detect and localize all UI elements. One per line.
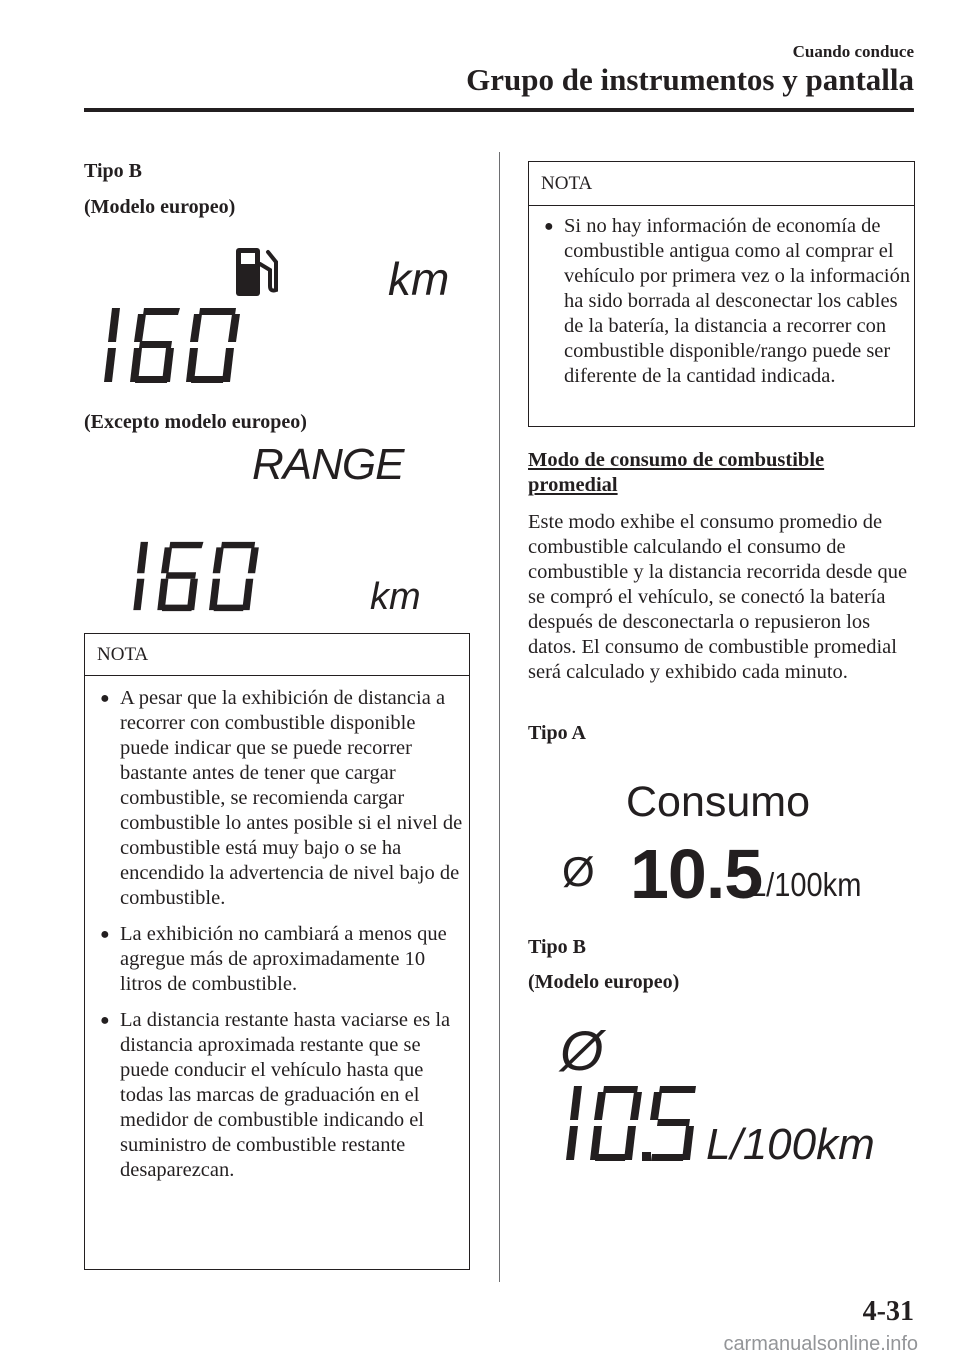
section-paragraph: Este modo exhibe el consumo promedio de combustible calculando el consumo de combustible y la distancia recorrida desde que se compró el vehículo, se conectó la batería después de desconectarla o repusieron los datos. El consumo de combustible promedial será calculado y exhibido cada minuto. [528,511,908,683]
bullet-icon: ● [100,690,110,707]
header-rule [84,108,914,112]
type-b-heading: Tipo B [84,160,142,182]
note-box-left [84,633,470,1270]
range-label: RANGE [252,440,404,489]
range-unit-label: km [370,576,421,618]
distance-unit-label: km [388,253,450,305]
segment-display-160 [98,306,248,384]
segment-display-10-5 [560,1084,700,1162]
note-box-right [528,161,915,427]
segment-display-160-range [122,540,272,612]
note-title: NOTA [85,634,469,676]
consumption-unit-b: L/100km [706,1120,875,1169]
note-title: NOTA [529,162,914,206]
column-divider [499,152,500,1282]
watermark: carmanualsonline.info [723,1333,918,1355]
except-european-heading: (Excepto modelo europeo) [84,411,307,433]
european-model-heading-right: (Modelo europeo) [528,971,680,993]
note-list-right [529,206,914,389]
bullet-icon: ● [100,1012,110,1029]
note-item: ● A pesar que la exhibición de distancia a recorrer con combustible disponible puede indicar que se puede recorrer bastante antes de tener que cargar combustible, se recomienda cargar combustible lo antes posible si el nivel de combustible está muy bajo o se ha encendido la advertencia de nivel bajo de combustible. [100,687,463,909]
bullet-icon: ● [544,218,554,235]
page-title: Grupo de instrumentos y pantalla [466,62,914,97]
consumption-value: 10.5 [630,835,763,913]
consumption-label: Consumo [626,778,811,826]
note-list-left [85,676,469,1183]
type-a-heading: Tipo A [528,722,586,744]
note-item: ● Si no hay información de economía de combustible antigua como al comprar el vehículo por primera vez o la información ha sido borrada al desconectar los cables de la batería, la distancia a recorrer con combustible disponible/rango puede ser diferente de la cantidad indicada. [544,215,911,387]
average-symbol-icon: Ø [562,848,595,895]
bullet-icon: ● [100,926,110,943]
fuel-pump-icon [232,244,288,300]
page-number: 4-31 [862,1296,914,1327]
average-symbol-icon-b: Ø [560,1019,604,1082]
note-item: ● La distancia restante hasta vaciarse es la distancia aproximada restante que se puede conducir el vehículo hasta que todas las marcas de graduación en el medidor de combustible indicando el suministro de combustible restante desaparezcan. [100,1009,451,1181]
consumption-unit: L/100km [750,866,862,903]
section-label: Cuando conduce [792,42,914,61]
section-subheading: Modo de consumo de combustible promedial [528,449,825,496]
type-b-heading-right: Tipo B [528,936,586,958]
note-item: ● La exhibición no cambiará a menos que agregue más de aproximadamente 10 litros de combustible. [100,923,447,995]
european-model-heading: (Modelo europeo) [84,196,236,218]
